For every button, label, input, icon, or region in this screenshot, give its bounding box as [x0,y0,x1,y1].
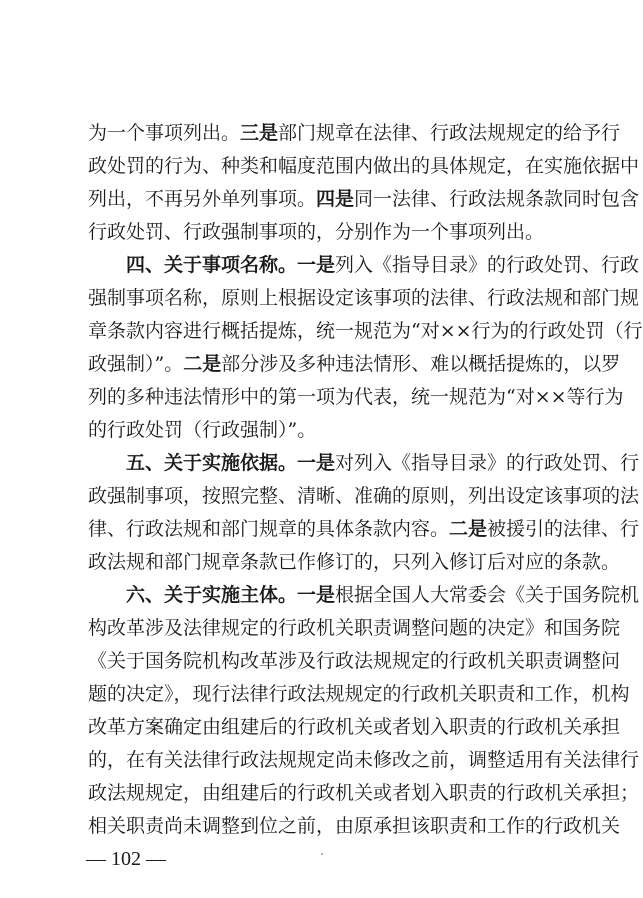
text-line: 列的多种违法情形中的第一项为代表，统一规范为“对××等行为 [88,386,624,408]
section-heading: 四、关于事项名称。 [126,254,298,276]
emphasis-text: 一是 [297,584,336,606]
text-line: 政法规和部门规章条款已作修订的，只列入修订后对应的条款。 [88,551,621,573]
text-line: 强制事项名称，原则上根据设定该事项的法律、行政法规和部门规 [88,287,640,309]
text-line: 政处罚的行为、种类和幅度范围内做出的具体规定，在实施依据中 [88,155,640,177]
text-line: 政强制）”。二是部分涉及多种违法情形、难以概括提炼的，以罗 [88,353,621,375]
section-heading-line: 五、关于实施依据。一是对列入《指导目录》的行政处罚、行 [126,452,640,474]
emphasis-text: 一是 [297,452,336,474]
section-heading-line: 六、关于实施主体。一是根据全国人大常委会《关于国务院机 [126,584,640,606]
emphasis-text: 二是 [449,518,488,540]
emphasis-text: 二是 [183,353,222,375]
text-line: 相关职责尚未调整到位之前，由原承担该职责和工作的行政机关 [88,815,621,837]
page-number: — 102 — [86,848,166,870]
text-line: 构改革涉及法律规定的行政机关职责调整问题的决定》和国务院 [88,617,621,639]
text-line: 政强制事项，按照完整、清晰、准确的原则，列出设定该事项的法 [88,485,640,507]
text-line: 章条款内容进行概括提炼，统一规范为“对××行为的行政处罚（行 [88,320,643,342]
text-line: 政法规规定，由组建后的行政机关或者划入职责的行政机关承担； [88,782,640,804]
text-line: 改革方案确定由组建后的行政机关或者划入职责的行政机关承担 [88,716,621,738]
text-line: 题的决定》，现行法律行政法规规定的行政机关职责和工作，机构 [88,683,630,705]
text-line: 的，在有关法律行政法规规定尚未修改之前，调整适用有关法律行 [88,749,640,771]
text-line: 律、行政法规和部门规章的具体条款内容。二是被援引的法律、行 [88,518,640,540]
text-line: 《关于国务院机构改革涉及行政法规规定的行政机关职责调整问 [88,650,621,672]
text-line: 为一个事项列出。三是部门规章在法律、行政法规规定的给予行 [88,122,621,144]
section-heading-line: 四、关于事项名称。一是列入《指导目录》的行政处罚、行政 [126,254,640,276]
scan-speck [321,853,323,855]
text-line: 列出，不再另外单列事项。四是同一法律、行政法规条款同时包含 [88,188,640,210]
emphasis-text: 四是 [316,188,355,210]
section-heading: 五、关于实施依据。 [126,452,298,474]
emphasis-text: 三是 [240,122,279,144]
section-heading: 六、关于实施主体。 [126,584,298,606]
text-line: 行政处罚、行政强制事项的，分别作为一个事项列出。 [88,221,545,243]
text-line: 的行政处罚（行政强制）”。 [88,419,317,441]
emphasis-text: 一是 [297,254,336,276]
